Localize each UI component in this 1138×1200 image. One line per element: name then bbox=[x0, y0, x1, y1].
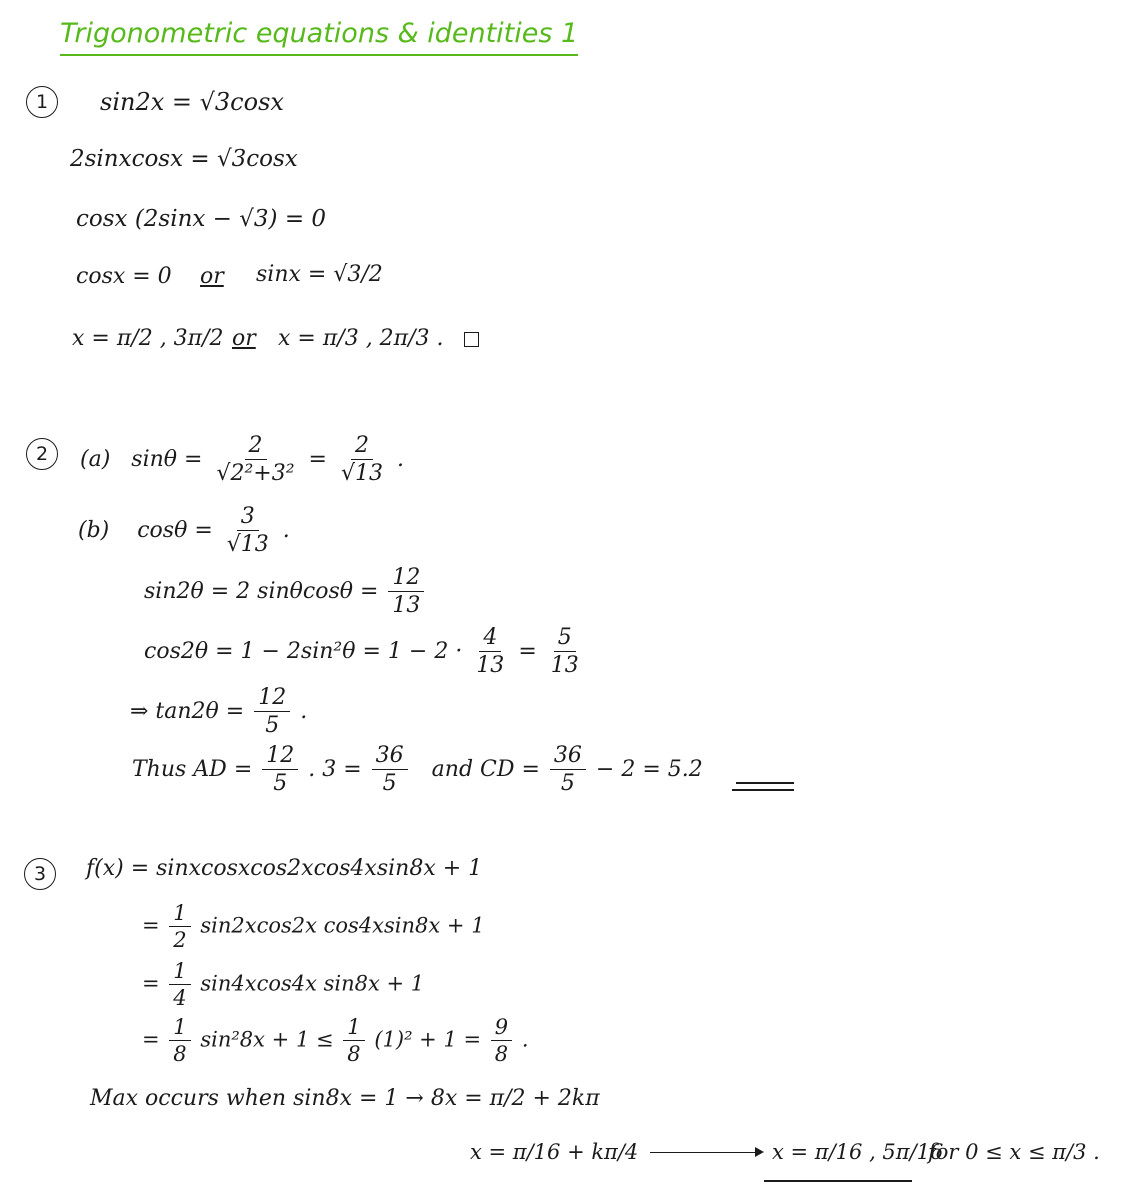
q3-l4-end: . bbox=[521, 1027, 529, 1052]
q2a-f1-den: √2²+3² bbox=[216, 461, 295, 487]
q3-line-4 bbox=[142, 1016, 529, 1066]
q2-part-b bbox=[78, 505, 290, 557]
q2a-fraction-1 bbox=[212, 434, 298, 486]
q3-l4-f2-den: 8 bbox=[347, 1042, 361, 1067]
q2b-end: . bbox=[282, 518, 290, 544]
q2a-eq: = bbox=[308, 447, 327, 473]
q2-ad-fraction-2 bbox=[372, 744, 408, 796]
q2-cos2theta bbox=[144, 626, 586, 678]
q2-cd-num: 36 bbox=[550, 744, 586, 770]
q2-ad-f1-den: 5 bbox=[273, 771, 288, 797]
q3-l3-den: 4 bbox=[173, 986, 187, 1011]
arrow-right-icon bbox=[650, 1152, 762, 1153]
q3-l2-fraction bbox=[169, 902, 190, 952]
q2b-lhs: cosθ = bbox=[137, 518, 213, 544]
q3-l3-rest: sin4xcos4x sin8x + 1 bbox=[200, 971, 425, 996]
q2-tan2theta bbox=[130, 686, 307, 738]
q2-c2-f1-num: 4 bbox=[479, 626, 501, 652]
q2b-den: √13 bbox=[226, 532, 269, 558]
q2a-label: (a) bbox=[80, 447, 111, 473]
q1-line-1: sin2x = √3cosx bbox=[100, 88, 284, 116]
q2-s2-num: 12 bbox=[388, 566, 424, 592]
q2-sin2theta bbox=[144, 566, 427, 618]
q2-thus-line bbox=[132, 744, 703, 796]
q2-c2-f2-num: 5 bbox=[554, 626, 576, 652]
q2-t2-num: 12 bbox=[254, 686, 290, 712]
q3-l4-fraction-2 bbox=[343, 1016, 364, 1066]
q1-line-3: cosx (2sinx − √3) = 0 bbox=[76, 206, 327, 232]
q2a-fraction-2 bbox=[337, 434, 387, 486]
q2-thus-ad: Thus AD = bbox=[132, 757, 253, 783]
q2-cd-den: 5 bbox=[560, 771, 575, 797]
q1-line-2: 2sinxcosx = √3cosx bbox=[70, 146, 298, 172]
q3-l2-eq: = bbox=[142, 913, 160, 938]
q1-line-5b bbox=[278, 328, 479, 350]
q2-and-cd: and CD = bbox=[431, 757, 540, 783]
q2-cd-mid: − 2 = bbox=[595, 757, 661, 783]
q2a-f2-den: √13 bbox=[340, 461, 383, 487]
q3-line-2 bbox=[142, 902, 485, 952]
q3-l4-f3-den: 8 bbox=[494, 1042, 509, 1067]
q2-cos2theta-eq: = bbox=[518, 639, 537, 665]
q2-tan2theta-fraction bbox=[254, 686, 290, 738]
q1-line-4b: sinx = √3/2 bbox=[256, 262, 383, 287]
q2a-end: . bbox=[397, 447, 404, 473]
q2-t2-den: 5 bbox=[265, 713, 280, 739]
q2-ad-f2-den: 5 bbox=[382, 771, 397, 797]
q2a-f2-num: 2 bbox=[351, 434, 373, 460]
q3-l3-fraction bbox=[169, 960, 190, 1010]
question-number-1: 1 bbox=[26, 86, 58, 118]
q3-l3-num: 1 bbox=[169, 960, 190, 985]
q2-s2-den: 13 bbox=[392, 593, 421, 619]
q2-cd-result: 5.2 bbox=[667, 757, 703, 783]
q3-max-line: Max occurs when sin8x = 1 → 8x = π/2 + 2kπ bbox=[90, 1086, 600, 1111]
q3-l4-fraction-3 bbox=[491, 1016, 512, 1066]
q2-sin2theta-lhs: sin2θ = 2 sinθcosθ = bbox=[144, 579, 379, 605]
q3-l2-rest: sin2xcos2x cos4xsin8x + 1 bbox=[200, 913, 485, 938]
q3-l4-eq: = bbox=[142, 1027, 160, 1052]
q2b-fraction bbox=[223, 505, 273, 557]
q2-ad-f2-num: 36 bbox=[372, 744, 408, 770]
q2-ad-fraction-1 bbox=[262, 744, 298, 796]
q1-line-4a: cosx = 0 bbox=[76, 264, 172, 289]
q2-cos2theta-fraction-1 bbox=[472, 626, 508, 678]
q3-l4-mid2: (1)² + 1 = bbox=[374, 1027, 482, 1052]
answer-underline bbox=[764, 1180, 912, 1182]
q2b-label: (b) bbox=[78, 518, 110, 544]
q2-ad-mid: . 3 = bbox=[308, 757, 362, 783]
question-number-2: 2 bbox=[26, 438, 58, 470]
q3-l4-f1-den: 8 bbox=[173, 1042, 187, 1067]
q2-part-a bbox=[80, 434, 404, 486]
q1-line-5b-text: x = π/3 , 2π/3 . bbox=[278, 326, 444, 351]
q2b-num: 3 bbox=[237, 505, 259, 531]
double-underline-top bbox=[736, 782, 794, 784]
q2a-f1-num: 2 bbox=[245, 434, 267, 460]
q1-line-4-or: or bbox=[200, 264, 224, 289]
q3-domain: for 0 ≤ x ≤ π/3 . bbox=[928, 1140, 1100, 1164]
q3-l2-den: 2 bbox=[173, 928, 187, 953]
question-number-3: 3 bbox=[24, 858, 56, 890]
page-title: Trigonometric equations & identities 1 bbox=[60, 18, 578, 56]
q2-ad-f1-num: 12 bbox=[262, 744, 298, 770]
q3-l2-num: 1 bbox=[169, 902, 190, 927]
q3-x-general: x = π/16 + kπ/4 bbox=[470, 1140, 639, 1164]
q2-cos2theta-lhs: cos2θ = 1 − 2sin²θ = 1 − 2 · bbox=[144, 639, 463, 665]
q3-l4-f3-num: 9 bbox=[491, 1016, 512, 1041]
qed-box-icon bbox=[464, 332, 479, 347]
q3-line-1: f(x) = sinxcosxcos2xcos4xsin8x + 1 bbox=[86, 856, 483, 881]
q3-l4-f2-num: 1 bbox=[343, 1016, 364, 1041]
double-underline-bottom bbox=[732, 789, 794, 791]
q2-sin2theta-fraction bbox=[388, 566, 424, 618]
q3-x-solutions: x = π/16 , 5π/16 bbox=[772, 1140, 944, 1164]
q2-tan2theta-end: . bbox=[300, 699, 308, 725]
q1-line-5a: x = π/2 , 3π/2 bbox=[72, 326, 224, 351]
q2-tan2theta-lhs: ⇒ tan2θ = bbox=[130, 699, 245, 725]
q2-c2-f1-den: 13 bbox=[476, 653, 505, 679]
q3-l4-f1-num: 1 bbox=[169, 1016, 190, 1041]
q3-l4-mid: sin²8x + 1 ≤ bbox=[200, 1027, 334, 1052]
q1-line-5-or: or bbox=[232, 326, 256, 351]
q3-line-3 bbox=[142, 960, 424, 1010]
q2a-lhs: sinθ = bbox=[131, 447, 203, 473]
q2-c2-f2-den: 13 bbox=[550, 653, 579, 679]
q2-cos2theta-fraction-2 bbox=[547, 626, 583, 678]
q3-l3-eq: = bbox=[142, 971, 160, 996]
q2-cd-fraction bbox=[550, 744, 586, 796]
q3-l4-fraction-1 bbox=[169, 1016, 190, 1066]
